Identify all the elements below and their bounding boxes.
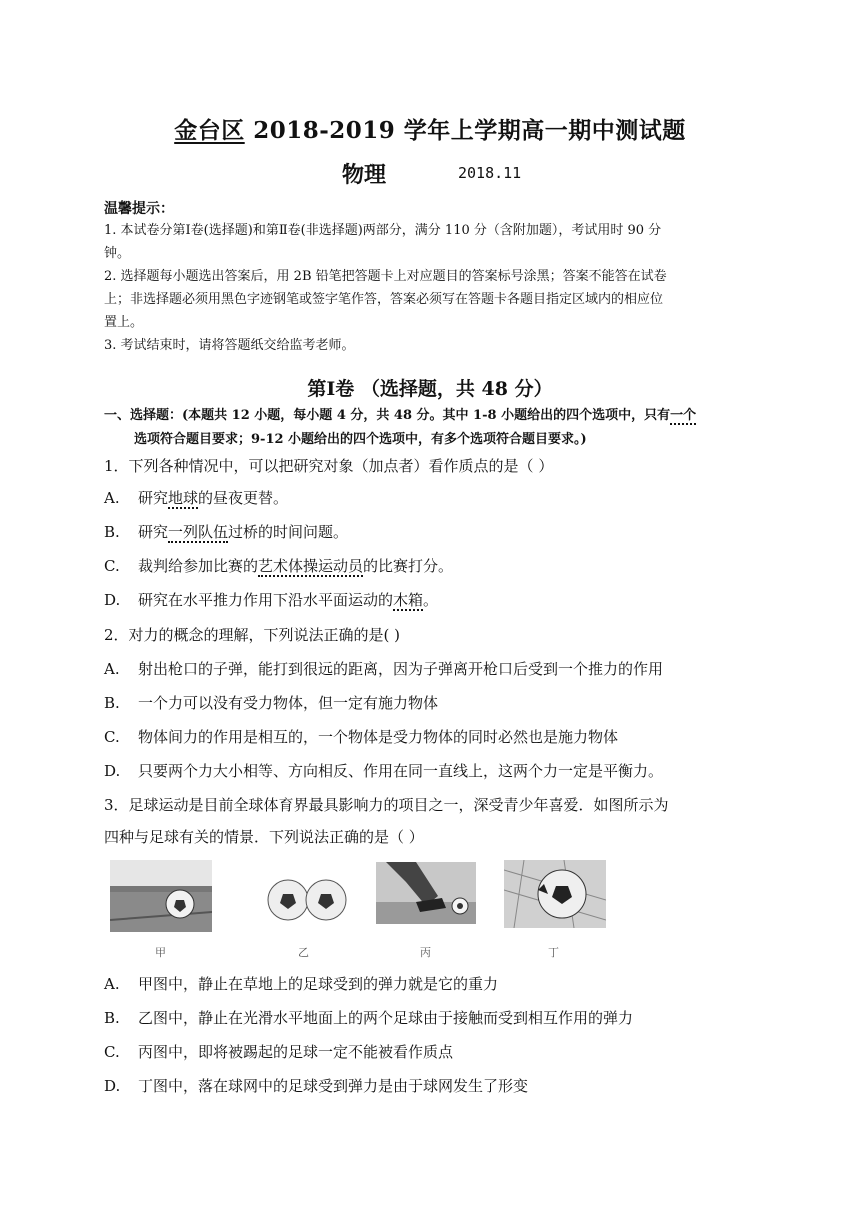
q1-a-text-end: 的昼夜更替。 bbox=[198, 489, 289, 507]
q1-option-b bbox=[104, 520, 348, 544]
q1-c-text: 裁判给参加比赛的 bbox=[138, 557, 259, 575]
option-label: B. bbox=[104, 523, 120, 541]
figure-caption-jia: 甲 bbox=[155, 946, 166, 959]
q3-option-a bbox=[104, 972, 498, 996]
q2-option-d bbox=[104, 759, 663, 783]
q2-option-b bbox=[104, 691, 438, 715]
option-label: D. bbox=[104, 762, 121, 780]
option-label: A. bbox=[104, 660, 120, 678]
q1-b-dotted: 一列队伍 bbox=[168, 523, 229, 541]
q1-stem: 1．下列各种情况中，可以把研究对象（加点者）看作质点的是（ ） bbox=[104, 457, 554, 475]
tips-heading: 温馨提示： bbox=[104, 201, 174, 217]
two-soccer-balls-image bbox=[262, 872, 352, 924]
option-label: B. bbox=[104, 1009, 120, 1027]
option-label: C. bbox=[104, 557, 120, 575]
figure-ding-ball-in-net bbox=[504, 860, 606, 928]
q3-stem-2: 四种与足球有关的情景．下列说法正确的是（ ） bbox=[104, 828, 424, 846]
option-label: A. bbox=[104, 975, 120, 993]
q2-c-text: 物体间力的作用是相互的，一个物体是受力物体的同时必然也是施力物体 bbox=[138, 728, 619, 746]
tip-line-1b: 钟。 bbox=[104, 246, 131, 261]
tip-line-3: 3. 考试结束时，请将答题纸交给监考老师。 bbox=[104, 338, 355, 353]
q1-b-text-end: 过桥的时间问题。 bbox=[228, 523, 349, 541]
option-label: B. bbox=[104, 694, 120, 712]
exam-title bbox=[0, 112, 860, 145]
option-label: D. bbox=[104, 1077, 121, 1095]
option-label: A. bbox=[104, 489, 120, 507]
section-intro-1 bbox=[104, 404, 764, 428]
kicking-ball-image bbox=[376, 862, 476, 924]
ball-in-net-image bbox=[504, 860, 606, 928]
q2-stem: 2．对力的概念的理解，下列说法正确的是( ) bbox=[104, 626, 401, 644]
subject-label: 物理 bbox=[342, 162, 387, 188]
tip-line-1: 1. 本试卷分第Ⅰ卷(选择题)和第Ⅱ卷(非选择题)两部分，满分 110 分（含附加题），考试用时 90 分 bbox=[104, 223, 662, 238]
q2-option-c bbox=[104, 725, 618, 749]
option-label: D. bbox=[104, 591, 121, 609]
figure-bing-kick bbox=[376, 862, 476, 924]
figure-jia-soccer-on-grass bbox=[110, 860, 212, 932]
section-intro-1-emph: 一个 bbox=[670, 408, 697, 423]
q1-c-text-end: 的比赛打分。 bbox=[363, 557, 454, 575]
q3-stem-1: 3．足球运动是目前全球体育界最具影响力的项目之一，深受青少年喜爱．如图所示为 bbox=[104, 796, 669, 814]
q1-d-dotted: 木箱 bbox=[393, 591, 424, 609]
tip-line-2b: 上；非选择题必须用黑色字迹钢笔或签字笔作答，答案必须写在答题卡各题目指定区域内的相应位 bbox=[104, 292, 664, 307]
q1-option-d bbox=[104, 588, 438, 612]
q1-b-text: 研究 bbox=[138, 523, 169, 541]
soccer-ball-grass-image bbox=[110, 860, 212, 932]
q1-c-dotted: 艺术体操运动员 bbox=[258, 557, 364, 575]
q1-option-a bbox=[104, 486, 288, 510]
q3-b-text: 乙图中，静止在光滑水平地面上的两个足球由于接触而受到相互作用的弹力 bbox=[138, 1009, 634, 1027]
q3-option-c bbox=[104, 1040, 453, 1064]
q3-option-d bbox=[104, 1074, 528, 1098]
q1-a-text: 研究 bbox=[138, 489, 169, 507]
q1-a-dotted: 地球 bbox=[168, 489, 199, 507]
q3-c-text: 丙图中，即将被踢起的足球一定不能被看作质点 bbox=[138, 1043, 454, 1061]
figure-caption-bing: 丙 bbox=[420, 946, 431, 959]
option-label: C. bbox=[104, 1043, 120, 1061]
figure-caption-yi: 乙 bbox=[298, 946, 309, 959]
figure-yi-two-balls bbox=[262, 872, 352, 924]
tip-line-2c: 置上。 bbox=[104, 315, 144, 330]
q3-option-b bbox=[104, 1006, 633, 1030]
q2-b-text: 一个力可以没有受力物体，但一定有施力物体 bbox=[138, 694, 439, 712]
section-title: 第Ⅰ卷 （选择题，共 48 分） bbox=[307, 378, 553, 400]
q1-d-text-end: 。 bbox=[423, 591, 439, 609]
title-rest: 2018-2019 学年上学期高一期中测试题 bbox=[244, 117, 686, 144]
section-intro-2: 选项符合题目要求；9-12 小题给出的四个选项中，有多个选项符合题目要求。) bbox=[134, 432, 587, 447]
q2-option-a bbox=[104, 657, 663, 681]
q2-a-text: 射出枪口的子弹，能打到很远的距离，因为子弹离开枪口后受到一个推力的作用 bbox=[138, 660, 664, 678]
exam-date: 2018.11 bbox=[458, 164, 522, 182]
option-label: C. bbox=[104, 728, 120, 746]
figure-caption-ding: 丁 bbox=[548, 946, 559, 959]
q1-option-c bbox=[104, 554, 453, 578]
tip-line-2: 2. 选择题每小题选出答案后，用 2B 铅笔把答题卡上对应题目的答案标号涂黑；答案不能答在试卷 bbox=[104, 269, 667, 284]
q3-a-text: 甲图中，静止在草地上的足球受到的弹力就是它的重力 bbox=[138, 975, 499, 993]
q1-d-text: 研究在水平推力作用下沿水平面运动的 bbox=[138, 591, 394, 609]
section-intro-1-text: 一、选择题：(本题共 12 小题，每小题 4 分，共 48 分。其中 1-8 小题给出的四个选项中，只有 bbox=[104, 408, 671, 423]
q3-d-text: 丁图中，落在球网中的足球受到弹力是由于球网发生了形变 bbox=[138, 1077, 529, 1095]
title-place: 金台区 bbox=[174, 117, 245, 144]
q2-d-text: 只要两个力大小相等、方向相反、作用在同一直线上，这两个力一定是平衡力。 bbox=[138, 762, 664, 780]
